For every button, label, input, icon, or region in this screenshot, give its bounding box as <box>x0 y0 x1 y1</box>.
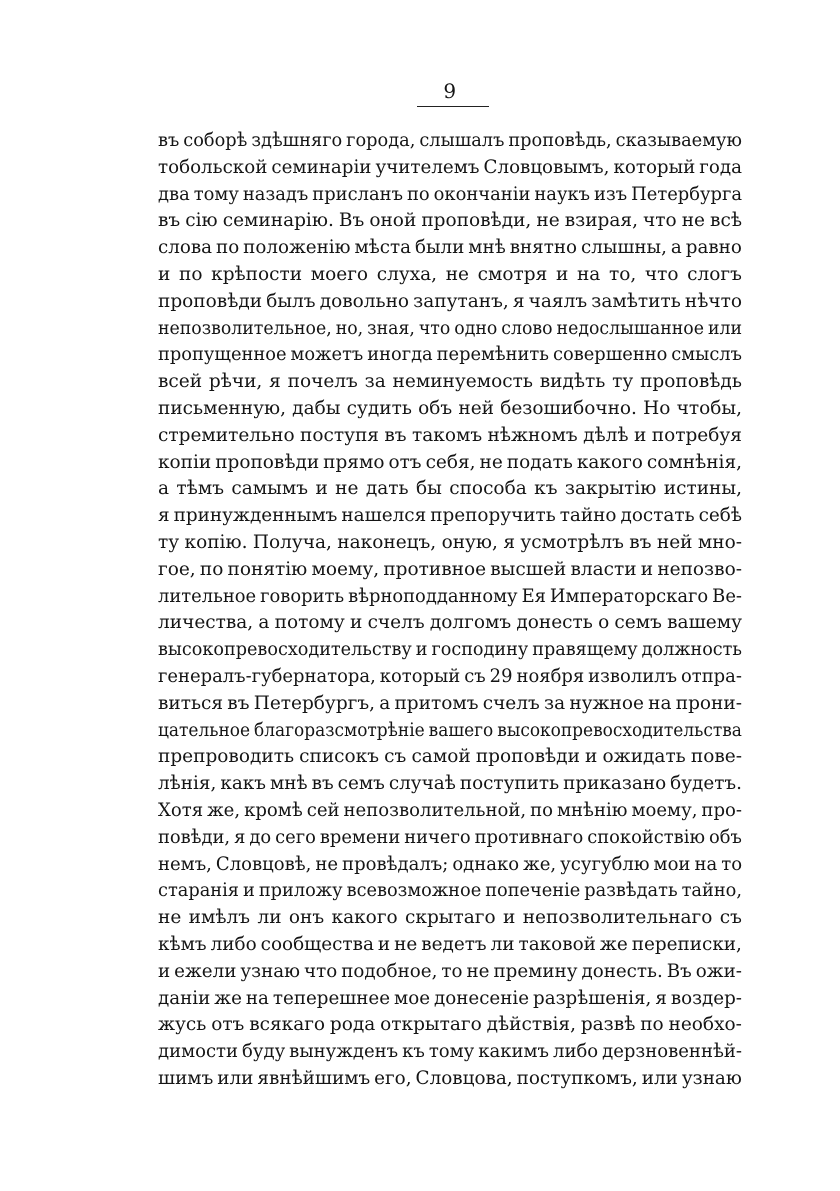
text-line: генералъ-губернатора, который съ 29 ноября изволилъ отпра- <box>158 665 742 687</box>
text-line: цательное благоразсмотрѣніе вашего высокопревосходительства <box>158 719 742 741</box>
text-line: стремительно поступя въ такомъ нѣжномъ дѣлѣ и потребуя <box>158 424 742 446</box>
text-line: высокопревосходительству и господину правящему должность <box>158 639 742 661</box>
page-number: 9 <box>443 79 457 103</box>
text-line: всей рѣчи, я почелъ за неминуемость видѣть ту проповѣдь <box>158 371 742 393</box>
text-line: письменную, дабы судить объ ней безошибочно. Но чтобы, <box>158 397 742 419</box>
text-line: проповѣди былъ довольно запутанъ, я чаялъ замѣтить нѣчто <box>158 290 742 312</box>
page-number-rule <box>417 106 489 107</box>
text-line: лѣнія, какъ мнѣ въ семъ случаѣ поступить приказано будетъ. <box>158 773 742 795</box>
text-line: въ сію семинарію. Въ оной проповѣди, не взирая, что не всѣ <box>158 210 742 232</box>
text-line: и ежели узнаю что подобное, то не премину донесть. Въ ожи- <box>158 960 742 982</box>
text-line: старанія и приложу всевозможное попеченіе развѣдать тайно, <box>158 880 743 902</box>
text-line: копіи проповѣди прямо отъ себя, не подать какого сомнѣнія, <box>158 451 742 473</box>
text-line: личества, а потому и счелъ долгомъ донесть о семъ вашему <box>158 612 742 634</box>
text-line: не имѣлъ ли онъ какого скрытаго и непозволительнаго съ <box>158 907 742 929</box>
text-line: гое, по понятію моему, противное высшей власти и непозво- <box>158 558 742 580</box>
text-line: жусь отъ всякаго рода открытаго дѣйствія, развѣ по необхо- <box>158 1014 742 1036</box>
text-line: шимъ или явнѣйшимъ его, Словцова, поступкомъ, или узнаю <box>158 1067 742 1089</box>
text-line: пропущенное можетъ иногда перемѣнить совершенно смыслъ <box>158 344 742 366</box>
text-line: ту копію. Получа, наконецъ, оную, я усмотрѣлъ въ ней мно- <box>158 531 742 553</box>
text-line: въ соборѣ здѣшняго города, слышалъ проповѣдь, сказываемую <box>158 130 742 151</box>
text-line: повѣди, я до сего времени ничего противнаго спокойствію объ <box>158 826 742 848</box>
text-line: я принужденнымъ нашелся препоручить тайно достать себѣ <box>158 505 742 527</box>
text-line: даніи же на теперешнее мое донесеніе разрѣшенія, я воздер- <box>158 987 742 1009</box>
text-line: препроводить списокъ съ самой проповѣди и ожидать пове- <box>158 746 742 768</box>
text-line: Хотя же, кромѣ сей непозволительной, по мнѣнію моему, про- <box>158 799 742 821</box>
text-line: а тѣмъ самымъ и не дать бы способа къ закрытію истины, <box>158 478 742 500</box>
text-line: немъ, Словцовѣ, не провѣдалъ; однако же, усугублю мои на то <box>158 853 743 875</box>
text-line: виться въ Петербургъ, а притомъ счелъ за нужное на прони- <box>158 692 742 714</box>
text-line: непозволительное, но, зная, что одно слово недослышанное или <box>158 317 742 339</box>
text-line: кѣмъ либо сообщества и не ведетъ ли таковой же переписки, <box>158 933 742 955</box>
body-text <box>158 128 742 1093</box>
text-line: димости буду вынужденъ къ тому какимъ либо дерзновеннѣй- <box>158 1041 742 1063</box>
text-line: лительное говорить вѣрноподданному Ея Императорскаго Ве- <box>158 585 742 607</box>
text-line: слова по положенію мѣста были мнѣ внятно слышны, а равно <box>158 237 742 259</box>
text-line: два тому назадъ присланъ по окончаніи наукъ изъ Петербурга <box>158 183 743 205</box>
text-line: и по крѣпости моего слуха, не смотря и на то, что слогъ <box>158 263 742 285</box>
text-line: тобольской семинаріи учителемъ Словцовымъ, который года <box>158 156 742 178</box>
